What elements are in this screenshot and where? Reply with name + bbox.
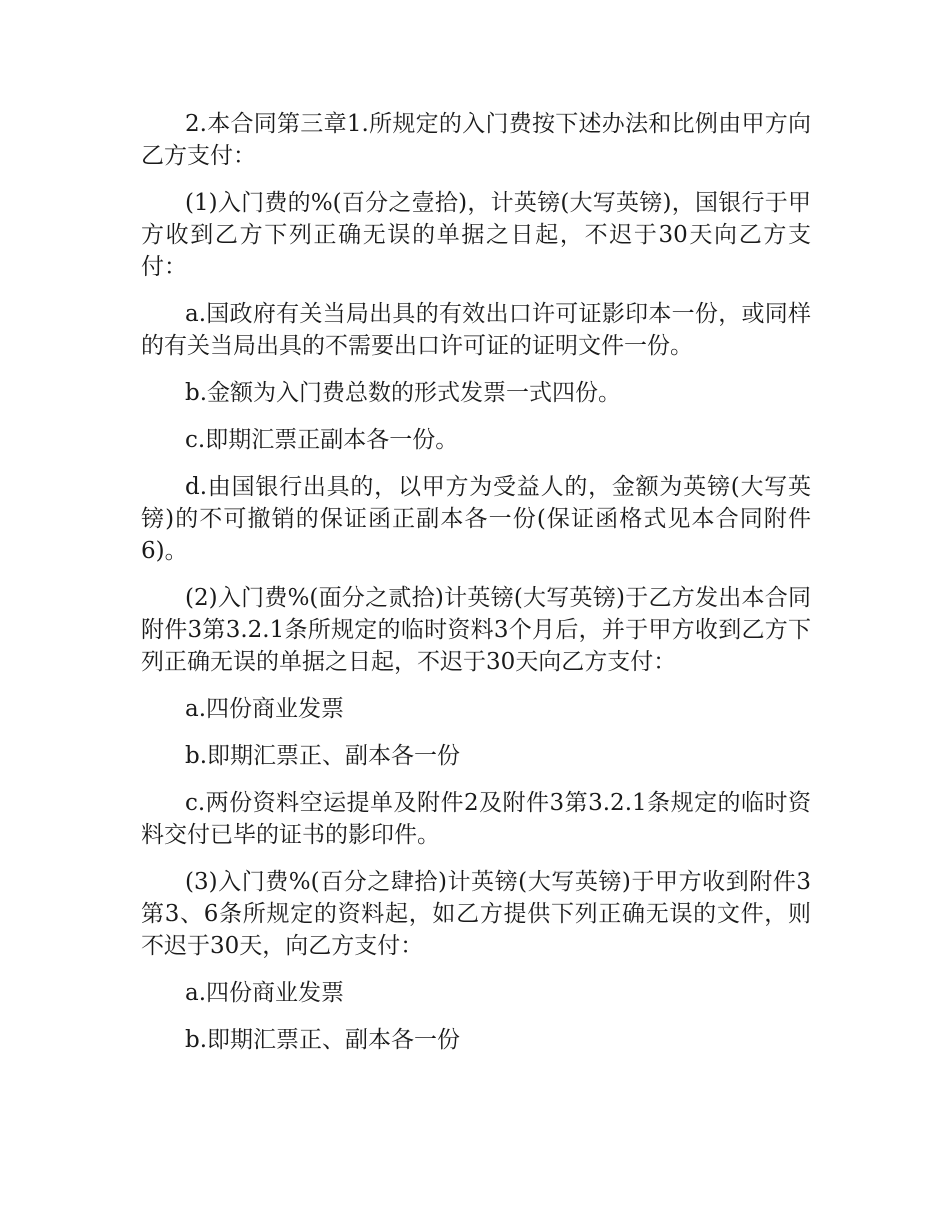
paragraph-item-1: (1)入门费的%(百分之壹拾)，计英镑(大写英镑)，国银行于甲方收到乙方下列正确无误的单据之日起，不迟于30天向乙方支付：	[141, 190, 811, 280]
paragraph-item-2c: c.两份资料空运提单及附件2及附件3第3.2.1条规定的临时资料交付已毕的证书的影印件。	[141, 790, 811, 848]
paragraph-item-1d: d.由国银行出具的，以甲方为受益人的，金额为英镑(大写英镑)的不可撤销的保证函正副本各一份(保证函格式见本合同附件6)。	[141, 474, 811, 564]
paragraph-item-3: (3)入门费%(百分之肆拾)计英镑(大写英镑)于甲方收到附件3第3、6条所规定的资料起，如乙方提供下列正确无误的文件，则不迟于30天，向乙方支付：	[141, 869, 811, 959]
document-body	[141, 108, 811, 1071]
paragraph-item-2a: a.四份商业发票	[185, 696, 345, 722]
paragraph-item-1b: b.金额为入门费总数的形式发票一式四份。	[185, 380, 622, 406]
paragraph-item-1a: a.国政府有关当局出具的有效出口许可证影印本一份，或同样的有关当局出具的不需要出口许可证的证明文件一份。	[141, 301, 811, 359]
paragraph-item-1c: c.即期汇票正副本各一份。	[185, 427, 459, 453]
paragraph-item-3a: a.四份商业发票	[185, 980, 345, 1006]
paragraph-item-2: (2)入门费%(面分之贰拾)计英镑(大写英镑)于乙方发出本合同附件3第3.2.1条所规定的临时资料3个月后，并于甲方收到乙方下列正确无误的单据之日起，不迟于30天向乙方支付：	[141, 585, 811, 675]
paragraph-item-2b: b.即期汇票正、副本各一份	[185, 743, 461, 769]
paragraph-item-3b: b.即期汇票正、副本各一份	[185, 1027, 461, 1053]
paragraph-payment-intro: 2.本合同第三章1.所规定的入门费按下述办法和比例由甲方向乙方支付：	[141, 111, 811, 169]
